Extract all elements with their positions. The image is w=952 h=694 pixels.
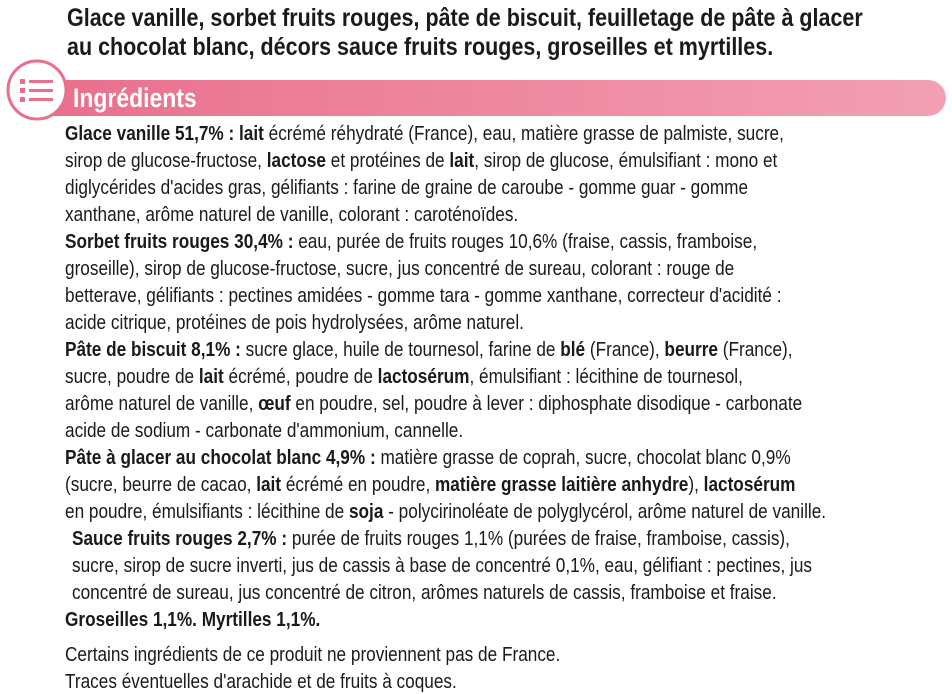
ingredients-line [65, 284, 781, 308]
ingredients-title: Ingrédients [73, 83, 197, 113]
bold-ingredient: Pâte de biscuit 8,1% : [65, 339, 241, 361]
ingredient-text: sucre glace, huile de tournesol, farine de [240, 339, 561, 361]
ingredient-text: concentré de sureau, jus concentré de citron, arômes naturels de cassis, framboise et fraise. [72, 582, 777, 604]
ingredient-text: - polycirinoléate de polyglycérol, arôme naturel de vanille. [383, 501, 827, 523]
bold-ingredient: matière grasse laitière anhydre [435, 474, 689, 496]
ingredients-line [65, 608, 320, 632]
bold-ingredient: lactosérum [377, 366, 470, 388]
ingredient-text: eau, purée de fruits rouges 10,6% (fraise, cassis, framboise, [293, 231, 758, 253]
ingredient-text: sirop de glucose-fructose, [65, 150, 267, 172]
bold-ingredient: lait [256, 474, 282, 496]
bold-ingredient: Pâte à glacer au chocolat blanc 4,9% : [65, 447, 376, 469]
ingredient-text: sucre, poudre de [65, 366, 199, 388]
ingredient-text: en poudre, émulsifiants : lécithine de [65, 501, 349, 523]
ingredient-text: acide citrique, protéines de pois hydrolysées, arôme naturel. [65, 312, 524, 334]
ingredient-text: groseille), sirop de glucose-fructose, sucre, jus concentré de sureau, colorant : rouge de [65, 258, 735, 280]
bold-ingredient: Glace vanille 51,7% : lait [65, 123, 264, 145]
ingredient-text: betterave, gélifiants : pectines amidées - gomme tara - gomme xanthane, correcteur d'acidité : [65, 285, 782, 307]
ingredients-line [65, 473, 795, 497]
bold-ingredient: lactosérum [703, 474, 796, 496]
ingredients-line [72, 554, 812, 578]
bold-ingredient: Groseilles 1,1%. Myrtilles 1,1%. [65, 609, 321, 631]
ingredient-text: sucre, sirop de sucre inverti, jus de cassis à base de concentré 0,1%, eau, gélifiant : pectines, jus [72, 555, 813, 577]
ingredients-line [65, 311, 524, 335]
ingredient-text: (sucre, beurre de cacao, [65, 474, 257, 496]
bold-ingredient: œuf [258, 393, 291, 415]
ingredient-text: (France), [717, 339, 793, 361]
ingredients-line [65, 446, 791, 470]
ingredients-line [65, 419, 463, 443]
ingredient-text: matière grasse de coprah, sucre, chocolat blanc 0,9% [375, 447, 791, 469]
ingredient-text: en poudre, sel, poudre à lever : diphosphate disodique - carbonate [290, 393, 803, 415]
ingredient-text: ), [688, 474, 704, 496]
ingredients-line [65, 365, 743, 389]
ingredient-text: xanthane, arôme naturel de vanille, colorant : caroténoïdes. [65, 204, 519, 226]
product-description-line-1: Glace vanille, sorbet fruits rouges, pâte de biscuit, feuilletage de pâte à glacer [67, 4, 863, 32]
ingredients-line [72, 581, 777, 605]
product-description [67, 4, 863, 62]
ingredient-text: écrémé réhydraté (France), eau, matière grasse de palmiste, sucre, [263, 123, 784, 145]
ingredient-text: Traces éventuelles d'arachide et de fruits à coques. [65, 671, 457, 693]
bold-ingredient: Sorbet fruits rouges 30,4% : [65, 231, 294, 253]
bold-ingredient: soja [348, 501, 384, 523]
ingredients-line [65, 203, 518, 227]
ingredients-line [65, 392, 802, 416]
ingredients-line [65, 176, 748, 200]
ingredient-text: (France), [585, 339, 665, 361]
ingredients-line [65, 338, 793, 362]
ingredient-text: écrémé, poudre de [223, 366, 378, 388]
bold-ingredient: lactose [266, 150, 327, 172]
ingredients-line [72, 527, 790, 551]
ingredient-text: et protéines de [326, 150, 450, 172]
bold-ingredient: beurre [664, 339, 718, 361]
bold-ingredient: lait [198, 366, 224, 388]
ingredients-list-icon [5, 58, 69, 122]
bold-ingredient: blé [560, 339, 586, 361]
ingredients-line [65, 149, 777, 173]
ingredient-text: , émulsifiant : lécithine de tournesol, [469, 366, 743, 388]
ingredients-line [65, 500, 826, 524]
ingredient-text: , sirop de glucose, émulsifiant : mono et [474, 150, 778, 172]
bold-ingredient: Sauce fruits rouges 2,7% : [72, 528, 288, 550]
product-description-line-2: au chocolat blanc, décors sauce fruits rouges, groseilles et myrtilles. [67, 33, 774, 61]
ingredient-text: écrémé en poudre, [281, 474, 436, 496]
ingredients-line [65, 643, 560, 667]
ingredient-text: purée de fruits rouges 1,1% (purées de fraise, framboise, cassis), [287, 528, 790, 550]
ingredients-line [65, 122, 784, 146]
ingredient-text: acide de sodium - carbonate d'ammonium, cannelle. [65, 420, 464, 442]
ingredients-line [65, 670, 457, 694]
ingredient-text: Certains ingrédients de ce produit ne proviennent pas de France. [65, 644, 561, 666]
ingredients-line [65, 230, 757, 254]
ingredient-text: arôme naturel de vanille, [65, 393, 259, 415]
ingredients-line [65, 257, 734, 281]
bold-ingredient: lait [449, 150, 475, 172]
ingredient-text: diglycérides d'acides gras, gélifiants : farine de graine de caroube - gomme guar - gomme [65, 177, 749, 199]
